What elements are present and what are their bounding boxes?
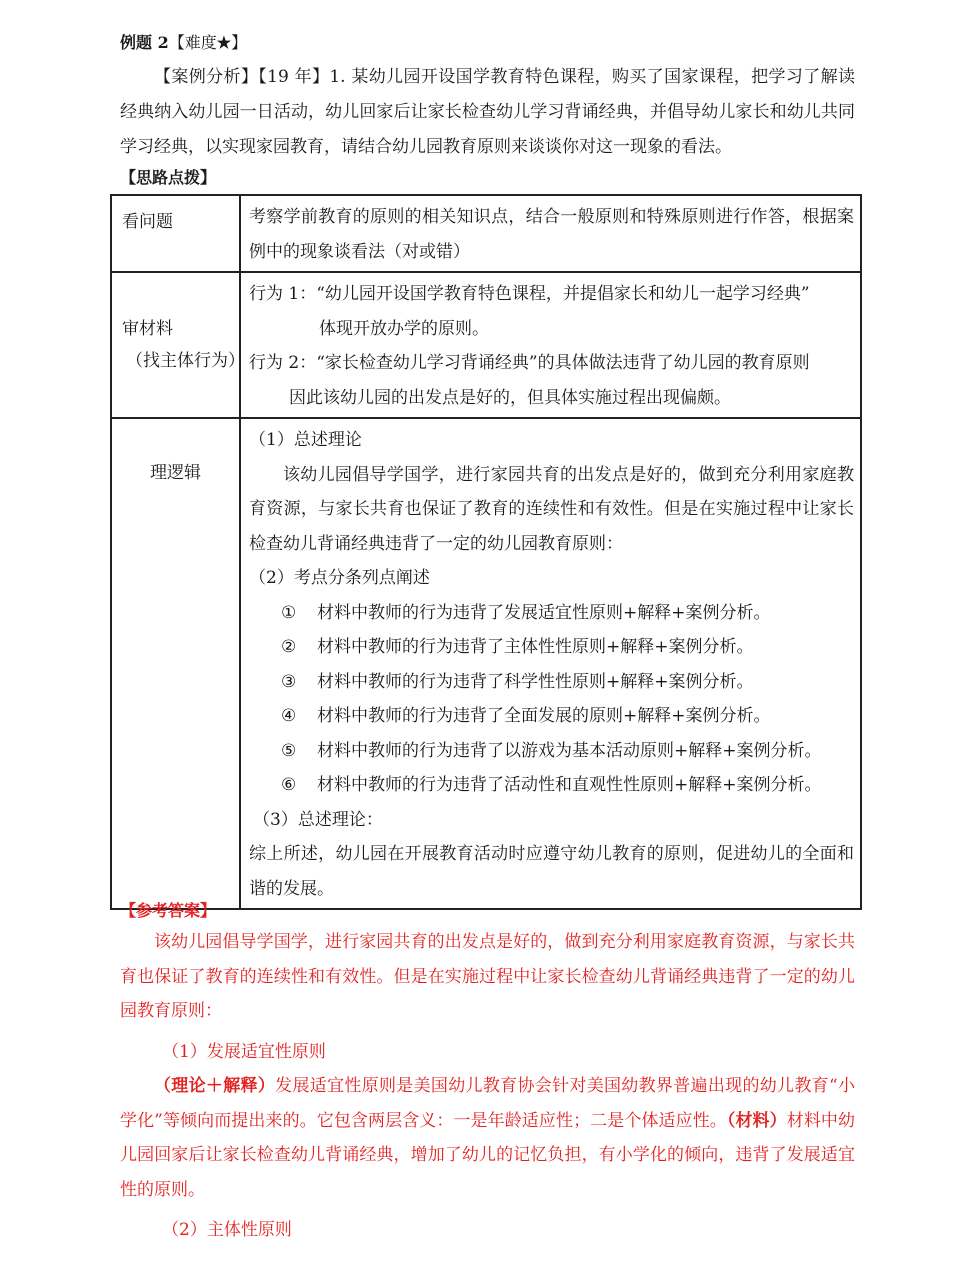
behavior-2-text: 行为 2：“家长检查幼儿学习背诵经典”的具体做法违背了幼儿园的教育原则: [249, 353, 810, 373]
list-item-number: ③: [281, 671, 297, 692]
list-item-text: 材料中教师的行为违背了以游戏为基本活动原则+解释+案例分析。: [317, 740, 822, 761]
logic-paragraph-3: 综上所述，幼儿园在开展教育活动时应遵守幼儿教育的原则，促进幼儿的全面和谐的发展。: [249, 844, 854, 899]
answer-theory-text: 发展适宜性原则是美国幼儿教育协会针对美国幼教界普遍出现的幼儿教育“小学化”等倾向而提出来的。它包含两层含义：一是年龄适应性；二是个体适应性。: [120, 1076, 855, 1131]
row-label-cell: [111, 195, 240, 272]
list-item-number: ⑤: [281, 740, 297, 761]
logic-list-item: [249, 596, 854, 631]
list-item-number: ⑥: [281, 775, 297, 795]
table-row-question: [111, 195, 861, 272]
table-row-material: [111, 272, 861, 418]
row-content-cell: [240, 418, 861, 909]
list-item-number: ①: [281, 602, 297, 623]
answer-section-1-body: [120, 1069, 855, 1207]
analysis-table: [110, 194, 862, 910]
reference-answer: [120, 925, 855, 1248]
logic-list-item: [249, 734, 854, 769]
question-analysis-text: 考察学前教育的原则的相关知识点，结合一般原则和特殊原则进行作答，根据案例中的现象谈看法（对或错）: [249, 207, 854, 262]
logic-list-item: [249, 665, 854, 700]
case-text: 【案例分析】【19 年】1. 某幼儿园开设国学教育特色课程，购买了国家课程，把学习了解读经典纳入幼儿园一日活动，幼儿回家后让家长检查幼儿学习背诵经典，并倡导幼儿家长和幼儿共同学习经典，以实现家园教育，请结合幼儿园教育原则来谈谈你对这一现象的看法。: [120, 67, 855, 157]
difficulty-prefix: 【难度: [168, 33, 217, 52]
answer-section-1-title: （1）发展适宜性原则: [162, 1041, 326, 1062]
logic-list-item: [249, 768, 854, 803]
list-item-text: 材料中教师的行为违背了全面发展的原则+解释+案例分析。: [317, 706, 771, 726]
difficulty-suffix: 】: [231, 33, 248, 52]
section-title: 【思路点拨】: [120, 168, 217, 187]
row-label: 看问题: [122, 212, 173, 232]
difficulty-star-icon: ★: [216, 33, 232, 52]
list-item-number: ④: [281, 706, 297, 726]
table-row-logic: [111, 418, 861, 909]
behavior-1-cont: 体现开放办学的原则。: [319, 318, 489, 339]
row-sublabel: （找主体行为）: [126, 351, 245, 371]
answer-intro: 该幼儿园倡导学国学，进行家园共育的出发点是好的，做到充分利用家庭教育资源，与家长共育也保证了教育的连续性和有效性。但是在实施过程中让家长检查幼儿背诵经典违背了一定的幼儿园教育原则：: [120, 932, 855, 1021]
row-label-cell: [111, 418, 240, 909]
logic-heading-1: （1）总述理论: [249, 430, 362, 450]
logic-item-list: [249, 596, 854, 803]
answer-material-text: 材料中幼儿园回家后让家长检查幼儿背诵经典，增加了幼儿的记忆负担，有小学化的倾向，违背了发展适宜性的原则。: [120, 1110, 855, 1200]
row-label: 理逻辑: [150, 463, 201, 483]
list-item-text: 材料中教师的行为违背了发展适宜性原则+解释+案例分析。: [317, 602, 771, 623]
logic-heading-2: （2）考点分条列点阐述: [249, 568, 430, 588]
logic-list-item: [249, 699, 854, 734]
example-label: 例题 2: [120, 33, 169, 52]
list-item-text: 材料中教师的行为违背了科学性性原则+解释+案例分析。: [317, 671, 754, 692]
row-content-cell: [240, 195, 861, 272]
case-question: [120, 60, 855, 165]
example-title: [120, 30, 247, 53]
logic-paragraph-1: 该幼儿园倡导学国学，进行家园共育的出发点是好的，做到充分利用家庭教育资源，与家长共育也保证了教育的连续性和有效性。但是在实施过程中让家长检查幼儿背诵经典违背了一定的幼儿园教育原则：: [249, 464, 854, 554]
answer-tag-theory: （理论＋解释）: [154, 1076, 276, 1096]
answer-section-2-title: （2）主体性原则: [162, 1220, 292, 1240]
logic-list-item: [249, 630, 854, 665]
answer-tag-material: （材料）: [726, 1110, 787, 1131]
row-label-cell: [111, 272, 245, 418]
row-content-cell: [240, 272, 861, 418]
behavior-2-cont: 因此该幼儿园的出发点是好的，但具体实施过程出现偏颇。: [289, 387, 731, 408]
list-item-text: 材料中教师的行为违背了主体性性原则+解释+案例分析。: [317, 637, 754, 657]
answer-heading: 【参考答案】: [120, 901, 217, 920]
row-label: 审材料: [122, 319, 173, 339]
list-item-number: ②: [281, 637, 297, 657]
behavior-1-text: 行为 1：“幼儿园开设国学教育特色课程，并提倡家长和幼儿一起学习经典”: [249, 284, 810, 304]
logic-heading-3: （3）总述理论：: [253, 809, 383, 830]
list-item-text: 材料中教师的行为违背了活动性和直观性性原则+解释+案例分析。: [317, 775, 822, 795]
